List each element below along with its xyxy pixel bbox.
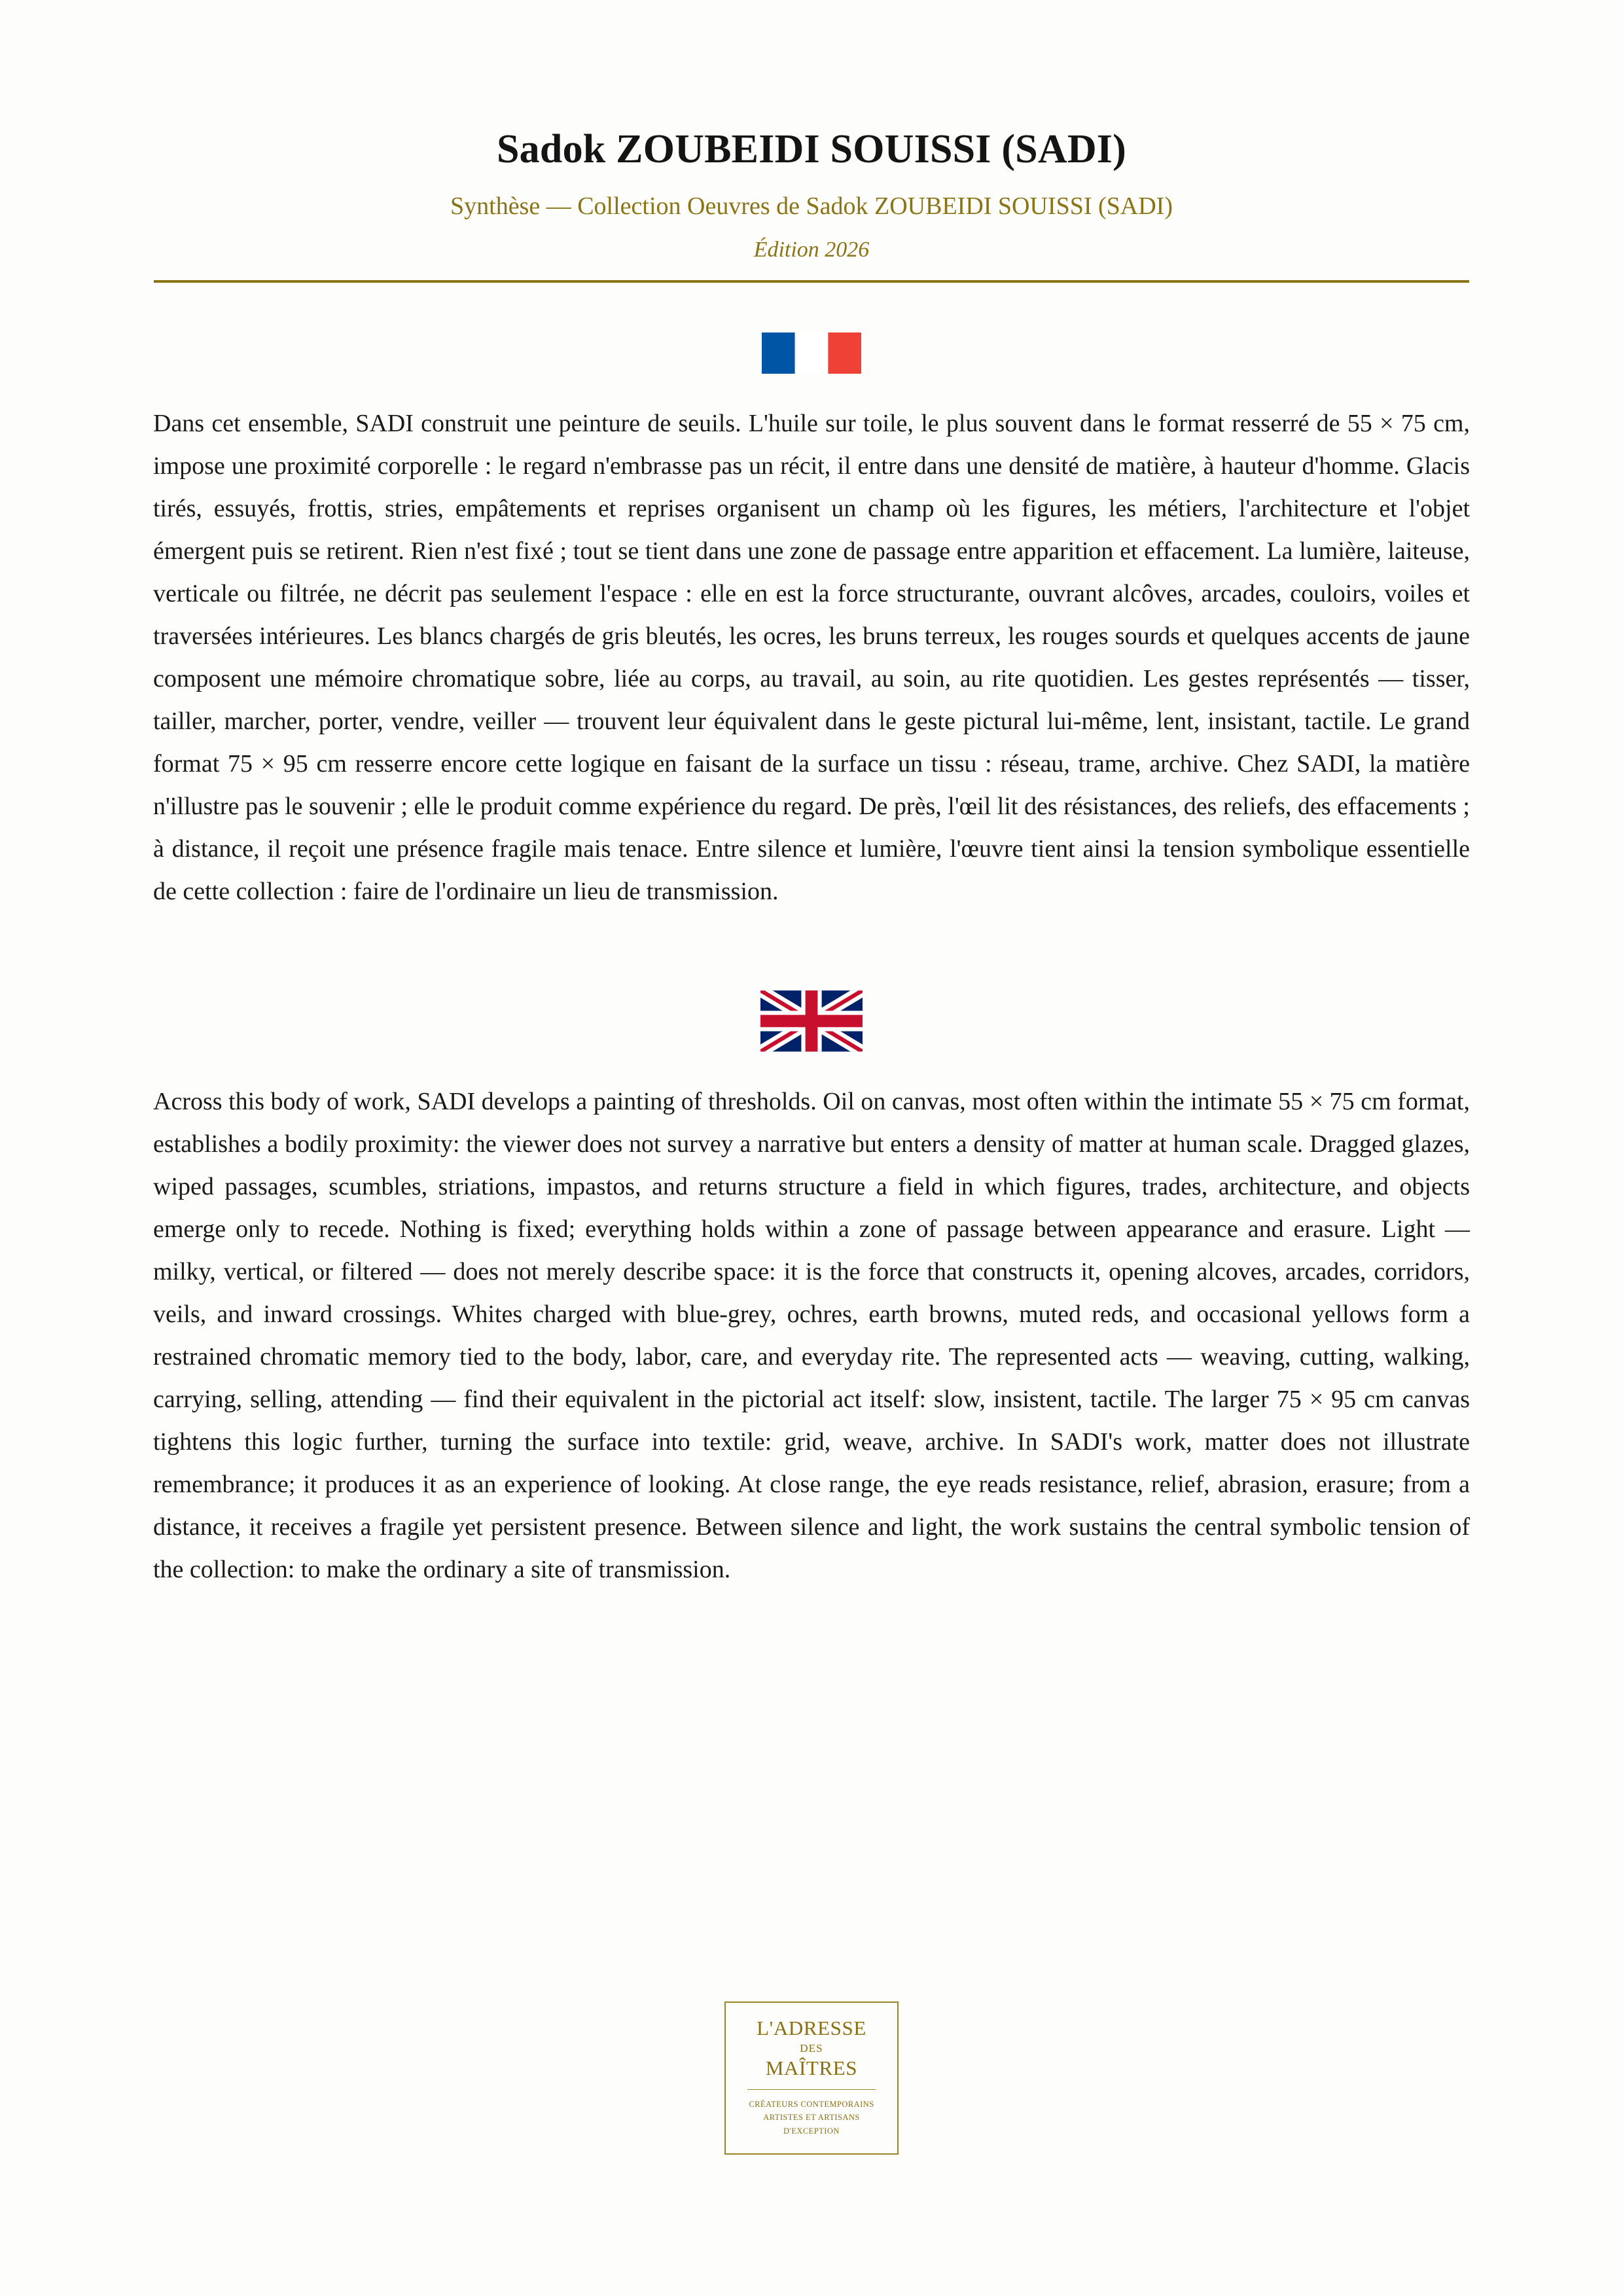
english-section — [153, 1081, 1470, 1591]
logo-tagline-line1: CRÉATEURS CONTEMPORAINS — [749, 2100, 874, 2109]
logo-line-maitres: MAÎTRES — [765, 2056, 858, 2080]
flag-united-kingdom-icon — [760, 990, 863, 1052]
document-subtitle: Synthèse — Collection Oeuvres de Sadok ZOUBEIDI SOUISSI (SADI) — [450, 192, 1173, 221]
english-body-text: Across this body of work, SADI develops a painting of thresholds. Oil on canvas, most often within the intimate 55 × 75 cm format, establishes a bodily proximity: the viewer does not survey a narrative but enters a density of matter at human scale. Dragged glazes, wiped passages, scumbles, striations, impastos, and returns structure a field in which figures, trades, architecture, and objects emerge only to recede. Nothing is fixed; everything holds within a zone of passage between appearance and erasure. Light — milky, vertical, or filtered — does not merely describe space: it is the force that constructs it, opening alcoves, arcades, corridors, veils, and inward crossings. Whites charged with blue-grey, ochres, earth browns, muted reds, and occasional yellows form a restrained chromatic memory tied to the body, labor, care, and everyday rite. The represented acts — weaving, cutting, walking, carrying, selling, attending — find their equivalent in the pictorial act itself: slow, insistent, tactile. The larger 75 × 95 cm canvas tightens this logic further, turning the surface into textile: grid, weave, archive. In SADI's work, matter does not illustrate remembrance; it produces it as an experience of looking. At close range, the eye reads resistance, relief, abrasion, erasure; from a distance, it receives a fragile yet persistent presence. Between silence and light, the work sustains the central symbolic tension of the collection: to make the ordinary a site of transmission. — [153, 1088, 1470, 1584]
logo-tagline-line2: ARTISTES ET ARTISANS — [763, 2113, 860, 2123]
document-header — [0, 0, 1623, 283]
logo-tagline-line3: D'EXCEPTION — [783, 2126, 840, 2136]
logo-divider — [747, 2089, 875, 2090]
document-edition: Édition 2026 — [753, 237, 870, 262]
page-title: Sadok ZOUBEIDI SOUISSI (SADI) — [497, 127, 1126, 171]
logo-line-des: DES — [800, 2041, 823, 2054]
logo-line-adresse: L'ADRESSE — [757, 2017, 866, 2039]
french-section — [153, 403, 1470, 913]
header-divider — [154, 280, 1469, 283]
flag-france-icon — [762, 332, 861, 374]
french-flag-container — [0, 332, 1623, 374]
french-body-text: Dans cet ensemble, SADI construit une peinture de seuils. L'huile sur toile, le plus souvent dans le format resserré de 55 × 75 cm, impose une proximité corporelle : le regard n'embrasse pas un récit, il entre dans une densité de matière, à hauteur d'homme. Glacis tirés, essuyés, frottis, stries, empâtements et reprises organisent un champ où les figures, les métiers, l'architecture et l'objet émergent puis se retirent. Rien n'est fixé ; tout se tient dans une zone de passage entre apparition et effacement. La lumière, laiteuse, verticale ou filtrée, ne décrit pas seulement l'espace : elle en est la force structurante, ouvrant alcôves, arcades, couloirs, voiles et traversées intérieures. Les blancs chargés de gris bleutés, les ocres, les bruns terreux, les rouges sourds et quelques accents de jaune composent une mémoire chromatique sobre, liée au corps, au travail, au soin, au rite quotidien. Les gestes représentés — tisser, tailler, marcher, porter, vendre, veiller — trouvent leur équivalent dans le geste pictural lui-même, lent, insistant, tactile. Le grand format 75 × 95 cm resserre encore cette logique en faisant de la surface un tissu : réseau, trame, archive. Chez SADI, la matière n'illustre pas le souvenir ; elle le produit comme expérience du regard. De près, l'œil lit des résistances, des reliefs, des effacements ; à distance, il reçoit une présence fragile mais tenace. Entre silence et lumière, l'œuvre tient ainsi la tension symbolique essentielle de cette collection : faire de l'ordinaire un lieu de transmission. — [153, 410, 1470, 906]
document-footer — [0, 2001, 1623, 2155]
english-flag-container — [0, 990, 1623, 1052]
brand-logo — [724, 2001, 899, 2155]
